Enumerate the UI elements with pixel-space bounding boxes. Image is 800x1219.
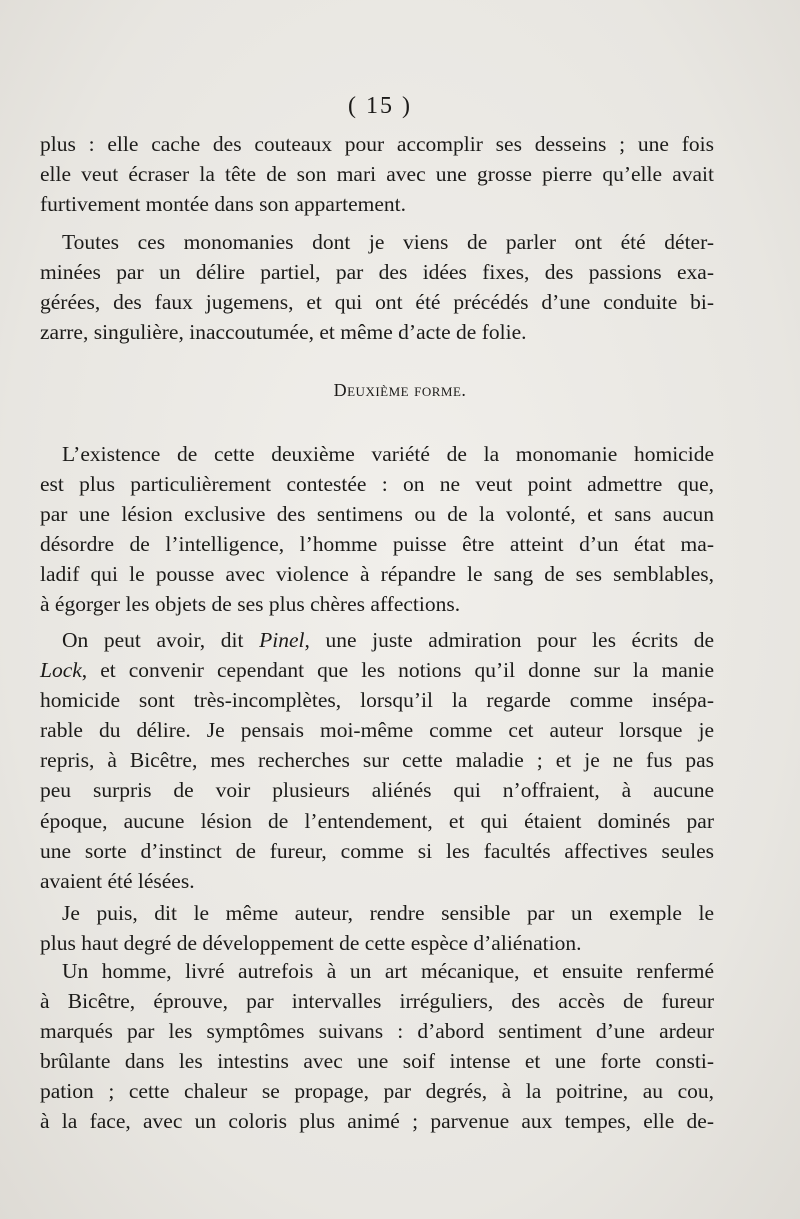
text-line: plus haut degré de développement de cette espèce d’aliénation. [40,931,582,956]
text-line: marqués par les symptômes suivans : d’abord sentiment d’une ardeur [40,1019,714,1044]
text-run: , et convenir cependant que les notions qu’il donne sur la manie [81,658,714,683]
text-line: par une lésion exclusive des sentimens ou de la volonté, et sans aucun [40,502,714,527]
text-line: à égorger les objets de ses plus chères affections. [40,592,461,617]
text-line: L’existence de cette deuxième variété de la monomanie homicide [62,442,714,466]
paragraph-2 [40,227,714,347]
text-line: désordre de l’intelligence, l’homme puisse être atteint d’un état ma- [40,532,714,557]
author-name-pinel: Pinel [259,628,305,652]
text-line: à Bicêtre, éprouve, par intervalles irréguliers, des accès de fureur [40,989,714,1014]
text-run: On peut avoir, dit [62,628,260,652]
text-line: une sorte d’instinct de fureur, comme si les facultés affectives seules [40,838,714,863]
text-line [40,625,714,655]
text-line: Je puis, dit le même auteur, rendre sensible par un exemple le [62,901,714,925]
text-line: furtivement montée dans son appartement. [40,192,406,217]
text-line: homicide sont très-incomplètes, lorsqu’il la regarde comme insépa- [40,688,714,713]
text-line: pation ; cette chaleur se propage, par degrés, à la poitrine, au cou, [40,1079,714,1104]
text-line: plus : elle cache des couteaux pour accomplir ses desseins ; une fois [40,132,714,156]
text-line: peu surpris de voir plusieurs aliénés qui n’offraient, à aucune [40,778,714,803]
text-line: rable du délire. Je pensais moi-même comme cet auteur lorsque je [40,718,714,743]
text-run: , une juste admiration pour les écrits de [304,628,714,652]
text-line: gérées, des faux jugemens, et qui ont été précédés d’une conduite bi- [40,290,714,315]
paragraph-1 [40,129,714,219]
text-line: zarre, singulière, inaccoutumée, et même d’acte de folie. [40,320,527,345]
text-line: à la face, avec un coloris plus animé ; parvenue aux tempes, elle de- [40,1109,714,1134]
page-number: ( 15 ) [348,93,412,119]
text-line: ladif qui le pousse avec violence à répandre le sang de ses semblables, [40,562,714,587]
paragraph-6 [40,956,714,1137]
paragraph-3 [40,439,714,620]
text-line: Toutes ces monomanies dont je viens de parler ont été déter- [62,230,714,254]
text-line: est plus particulièrement contestée : on ne veut point admettre que, [40,472,714,497]
text-line: elle veut écraser la tête de son mari avec une grosse pierre qu’elle avait [40,162,714,187]
section-heading: Deuxième forme. [333,380,467,400]
text-line: minées par un délire partiel, par des idées fixes, des passions exa- [40,260,714,285]
text-line: avaient été lésées. [40,868,195,893]
text-line [40,655,714,685]
text-line: époque, aucune lésion de l’entendement, et qui étaient dominés par [40,808,714,833]
text-line: repris, à Bicêtre, mes recherches sur cette maladie ; et je ne fus pas [40,748,714,773]
author-name-lock: Lock [40,658,82,683]
text-line: Un homme, livré autrefois à un art mécanique, et ensuite renfermé [62,959,714,983]
paragraph-4 [40,625,714,896]
paragraph-5 [40,898,714,958]
text-line: brûlante dans les intestins avec une soif intense et une forte consti- [40,1049,714,1074]
